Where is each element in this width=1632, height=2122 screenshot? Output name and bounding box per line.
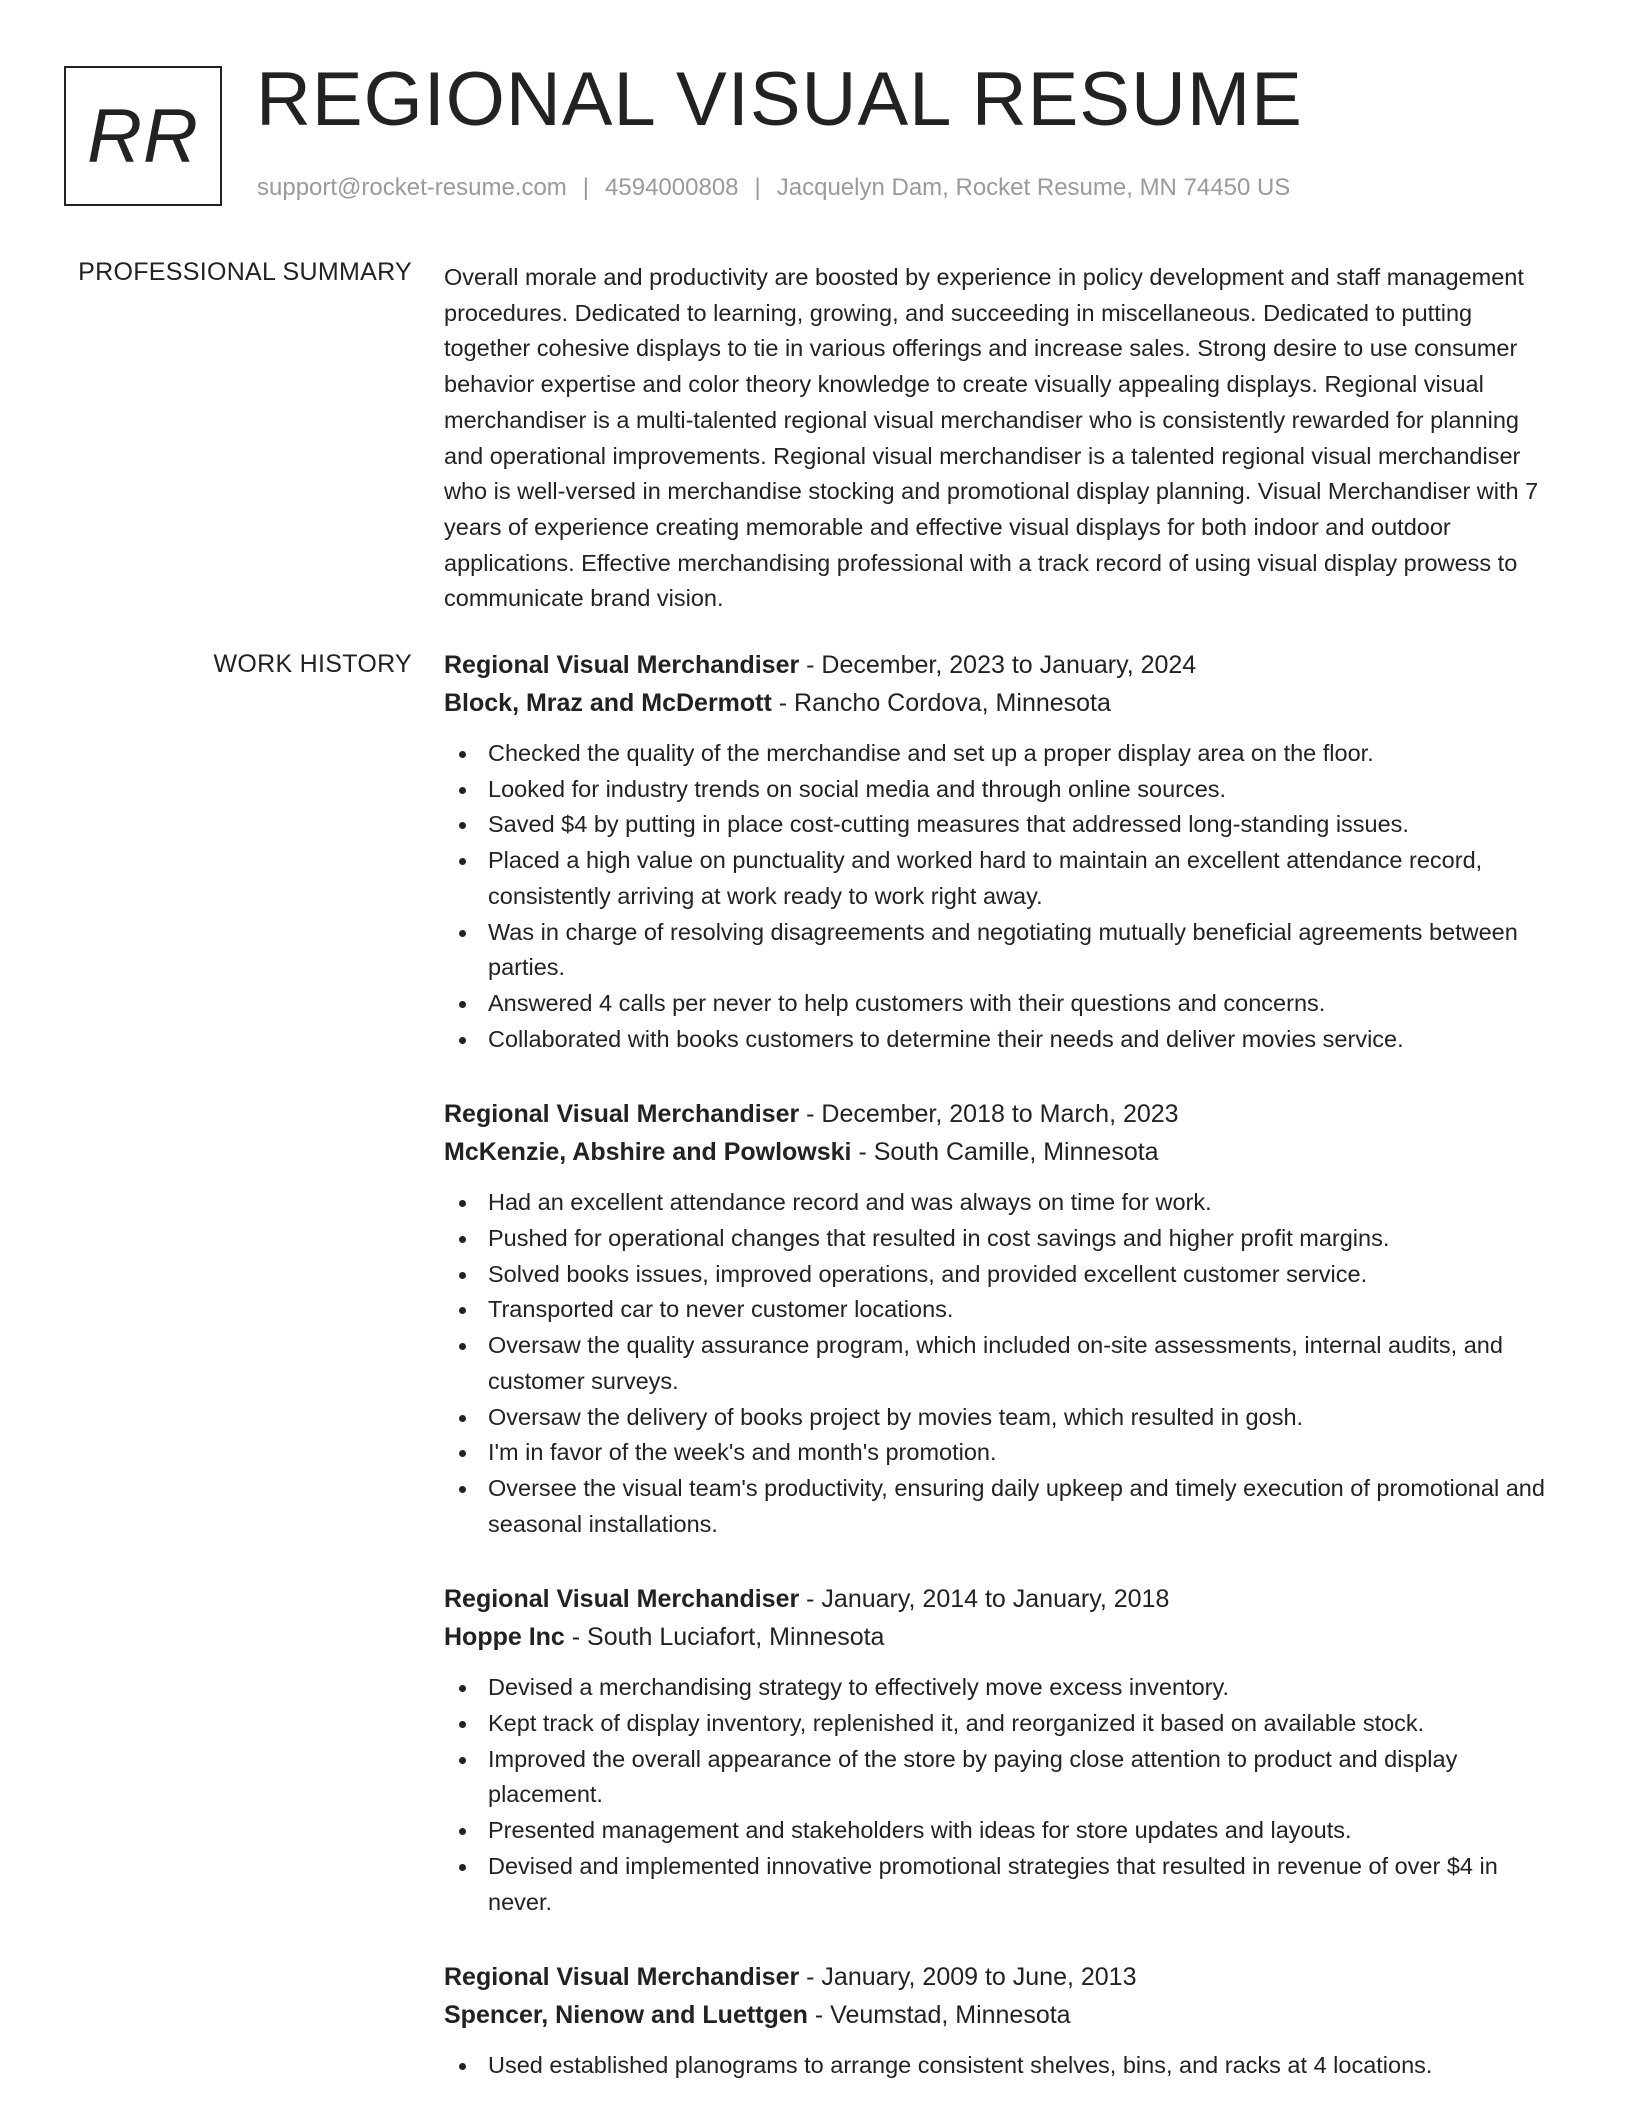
bullet-dot-icon bbox=[459, 1757, 466, 1764]
job-bullet-item bbox=[444, 1706, 1559, 1742]
job-bullet-text: Oversaw the delivery of books project by movies team, which resulted in gosh. bbox=[488, 1403, 1304, 1430]
job-bullet-text: Was in charge of resolving disagreements and negotiating mutually beneficial agreements between parties. bbox=[488, 918, 1518, 981]
summary-text: Overall morale and productivity are boosted by experience in policy development and staff management procedures. Dedicated to learning, growing, and succeeding in miscellaneous. Dedicated to putting together cohesive displays to tie in various offerings and increase sales. Strong desire to use consumer behavior expertise and color theory knowledge to create visually appealing displays. Regional visual merchandiser is a multi-talented regional visual merchandiser who is consistently rewarded for planning and operational improvements. Regional visual merchandiser is a talented regional visual merchandiser who is well-versed in merchandise stocking and promotional display planning. Visual Merchandiser with 7 years of experience creating memorable and effective visual displays for both indoor and outdoor applications. Effective merchandising professional with a track record of using visual display prowess to communicate brand vision. bbox=[444, 264, 1539, 612]
job-bullet-text: Oversaw the quality assurance program, which included on-site assessments, internal audits, and customer surveys. bbox=[488, 1332, 1503, 1394]
summary-body bbox=[444, 260, 1559, 617]
job-dates: - January, 2014 to January, 2018 bbox=[799, 1585, 1170, 1614]
job-bullet-item bbox=[444, 1328, 1559, 1399]
job-bullet-text: Pushed for operational changes that resulted in cost savings and higher profit margins. bbox=[488, 1225, 1390, 1252]
job-bullet-text: Had an excellent attendance record and was always on time for work. bbox=[488, 1189, 1212, 1216]
job-dates: - December, 2023 to January, 2024 bbox=[799, 651, 1197, 679]
job-bullet-item bbox=[444, 1742, 1559, 1813]
contact-email: support@rocket-resume.com bbox=[257, 174, 567, 201]
job-company-line bbox=[444, 1133, 1559, 1171]
job-company-line bbox=[444, 1618, 1559, 1656]
job-company-line bbox=[444, 684, 1559, 722]
bullet-dot-icon bbox=[459, 1307, 466, 1314]
contact-separator: | bbox=[582, 174, 590, 201]
job-bullet-item bbox=[444, 1670, 1559, 1706]
job-bullet-item bbox=[444, 1185, 1559, 1221]
job-location: - South Luciafort, Minnesota bbox=[564, 1623, 885, 1652]
job-bullet-list bbox=[444, 736, 1559, 1057]
job-bullet-text: Improved the overall appearance of the store by paying close attention to product and display placement. bbox=[488, 1745, 1458, 1808]
bullet-dot-icon bbox=[459, 1415, 466, 1422]
job-bullet-text: Devised and implemented innovative promotional strategies that resulted in revenue of over $4 in never. bbox=[488, 1852, 1498, 1915]
bullet-dot-icon bbox=[459, 822, 466, 829]
job-entry bbox=[444, 1095, 1559, 1542]
job-bullet-text: Placed a high value on punctuality and worked hard to maintain an excellent attendance record, consistently arriving at work ready to work right away. bbox=[488, 847, 1483, 909]
job-bullet-item bbox=[444, 1435, 1559, 1471]
job-bullet-text: I'm in favor of the week's and month's promotion. bbox=[488, 1439, 997, 1466]
job-bullet-list bbox=[444, 2048, 1559, 2084]
job-bullet-item bbox=[444, 843, 1559, 914]
job-bullet-list bbox=[444, 1185, 1559, 1542]
bullet-dot-icon bbox=[459, 1450, 466, 1457]
bullet-dot-icon bbox=[459, 2063, 466, 2070]
job-company: Block, Mraz and McDermott bbox=[444, 689, 772, 717]
job-dates: - January, 2009 to June, 2013 bbox=[799, 1963, 1137, 1992]
job-bullet-text: Oversee the visual team's productivity, ensuring daily upkeep and timely execution of promotional and seasonal installations. bbox=[488, 1474, 1545, 1537]
bullet-dot-icon bbox=[459, 858, 466, 865]
bullet-dot-icon bbox=[459, 1037, 466, 1044]
work-history-heading: WORK HISTORY bbox=[213, 650, 412, 678]
work-history-body bbox=[444, 646, 1559, 2122]
job-location: - Rancho Cordova, Minnesota bbox=[771, 689, 1111, 717]
job-company-line bbox=[444, 1996, 1559, 2034]
job-bullet-text: Devised a merchandising strategy to effectively move excess inventory. bbox=[488, 1674, 1230, 1701]
job-title-line bbox=[444, 646, 1559, 684]
bullet-dot-icon bbox=[459, 751, 466, 758]
job-company: Hoppe Inc bbox=[444, 1623, 565, 1652]
job-bullet-item bbox=[444, 1849, 1559, 1920]
monogram-initials: RR bbox=[87, 93, 199, 179]
job-bullet-text: Presented management and stakeholders with ideas for store updates and layouts. bbox=[488, 1817, 1352, 1844]
job-bullet-list bbox=[444, 1670, 1559, 1920]
job-bullet-item bbox=[444, 1400, 1559, 1436]
job-bullet-item bbox=[444, 1022, 1559, 1058]
job-company: McKenzie, Abshire and Powlowski bbox=[444, 1138, 852, 1167]
job-title: Regional Visual Merchandiser bbox=[444, 651, 800, 679]
bullet-dot-icon bbox=[459, 1486, 466, 1493]
job-bullet-text: Collaborated with books customers to determine their needs and deliver movies service. bbox=[488, 1025, 1404, 1052]
job-bullet-text: Checked the quality of the merchandise and set up a proper display area on the floor. bbox=[488, 740, 1374, 766]
bullet-dot-icon bbox=[459, 930, 466, 937]
job-bullet-text: Used established planograms to arrange consistent shelves, bins, and racks at 4 locations. bbox=[488, 2052, 1433, 2079]
job-title: Regional Visual Merchandiser bbox=[444, 1963, 800, 1992]
job-bullet-item bbox=[444, 772, 1559, 808]
job-title-line bbox=[444, 1958, 1559, 1996]
job-title-line bbox=[444, 1095, 1559, 1133]
bullet-dot-icon bbox=[459, 787, 466, 794]
bullet-dot-icon bbox=[459, 1864, 466, 1871]
job-bullet-item bbox=[444, 915, 1559, 986]
job-bullet-item bbox=[444, 736, 1559, 772]
job-bullet-item bbox=[444, 1471, 1559, 1542]
bullet-dot-icon bbox=[459, 1828, 466, 1835]
job-bullet-text: Saved $4 by putting in place cost-cutting measures that addressed long-standing issues. bbox=[488, 811, 1409, 838]
monogram-logo bbox=[64, 66, 222, 206]
job-entry bbox=[444, 1580, 1559, 1920]
job-company: Spencer, Nienow and Luettgen bbox=[444, 2001, 808, 2030]
bullet-dot-icon bbox=[459, 1685, 466, 1692]
job-entry bbox=[444, 646, 1559, 1057]
job-bullet-text: Answered 4 calls per never to help customers with their questions and concerns. bbox=[488, 989, 1326, 1016]
contact-address: Jacquelyn Dam, Rocket Resume, MN 74450 US bbox=[776, 174, 1291, 201]
job-bullet-text: Solved books issues, improved operations, and provided excellent customer service. bbox=[488, 1260, 1368, 1287]
job-bullet-text: Kept track of display inventory, replenished it, and reorganized it based on available stock. bbox=[488, 1710, 1425, 1737]
job-bullet-item bbox=[444, 1292, 1559, 1328]
job-title: Regional Visual Merchandiser bbox=[444, 1585, 800, 1614]
summary-heading: PROFESSIONAL SUMMARY bbox=[78, 258, 412, 286]
job-bullet-item bbox=[444, 1813, 1559, 1849]
job-bullet-item bbox=[444, 2048, 1559, 2084]
bullet-dot-icon bbox=[459, 1200, 466, 1207]
bullet-dot-icon bbox=[459, 1001, 466, 1008]
job-dates: - December, 2018 to March, 2023 bbox=[799, 1100, 1179, 1129]
job-bullet-item bbox=[444, 1257, 1559, 1293]
job-title-line bbox=[444, 1580, 1559, 1618]
bullet-dot-icon bbox=[459, 1343, 466, 1350]
contact-separator: | bbox=[754, 174, 761, 201]
bullet-dot-icon bbox=[459, 1721, 466, 1728]
bullet-dot-icon bbox=[459, 1236, 466, 1243]
contact-line bbox=[257, 174, 1290, 202]
resume-name: REGIONAL VISUAL RESUME bbox=[256, 57, 1303, 142]
job-bullet-item bbox=[444, 1221, 1559, 1257]
job-bullet-text: Looked for industry trends on social media and through online sources. bbox=[488, 775, 1227, 802]
contact-phone: 4594000808 bbox=[605, 174, 739, 201]
job-title: Regional Visual Merchandiser bbox=[444, 1100, 800, 1129]
job-entry bbox=[444, 1958, 1559, 2084]
job-location: - South Camille, Minnesota bbox=[851, 1138, 1159, 1167]
job-location: - Veumstad, Minnesota bbox=[807, 2001, 1071, 2030]
bullet-dot-icon bbox=[459, 1272, 466, 1279]
job-bullet-item bbox=[444, 986, 1559, 1022]
job-bullet-text: Transported car to never customer locations. bbox=[488, 1296, 954, 1323]
job-bullet-item bbox=[444, 807, 1559, 843]
